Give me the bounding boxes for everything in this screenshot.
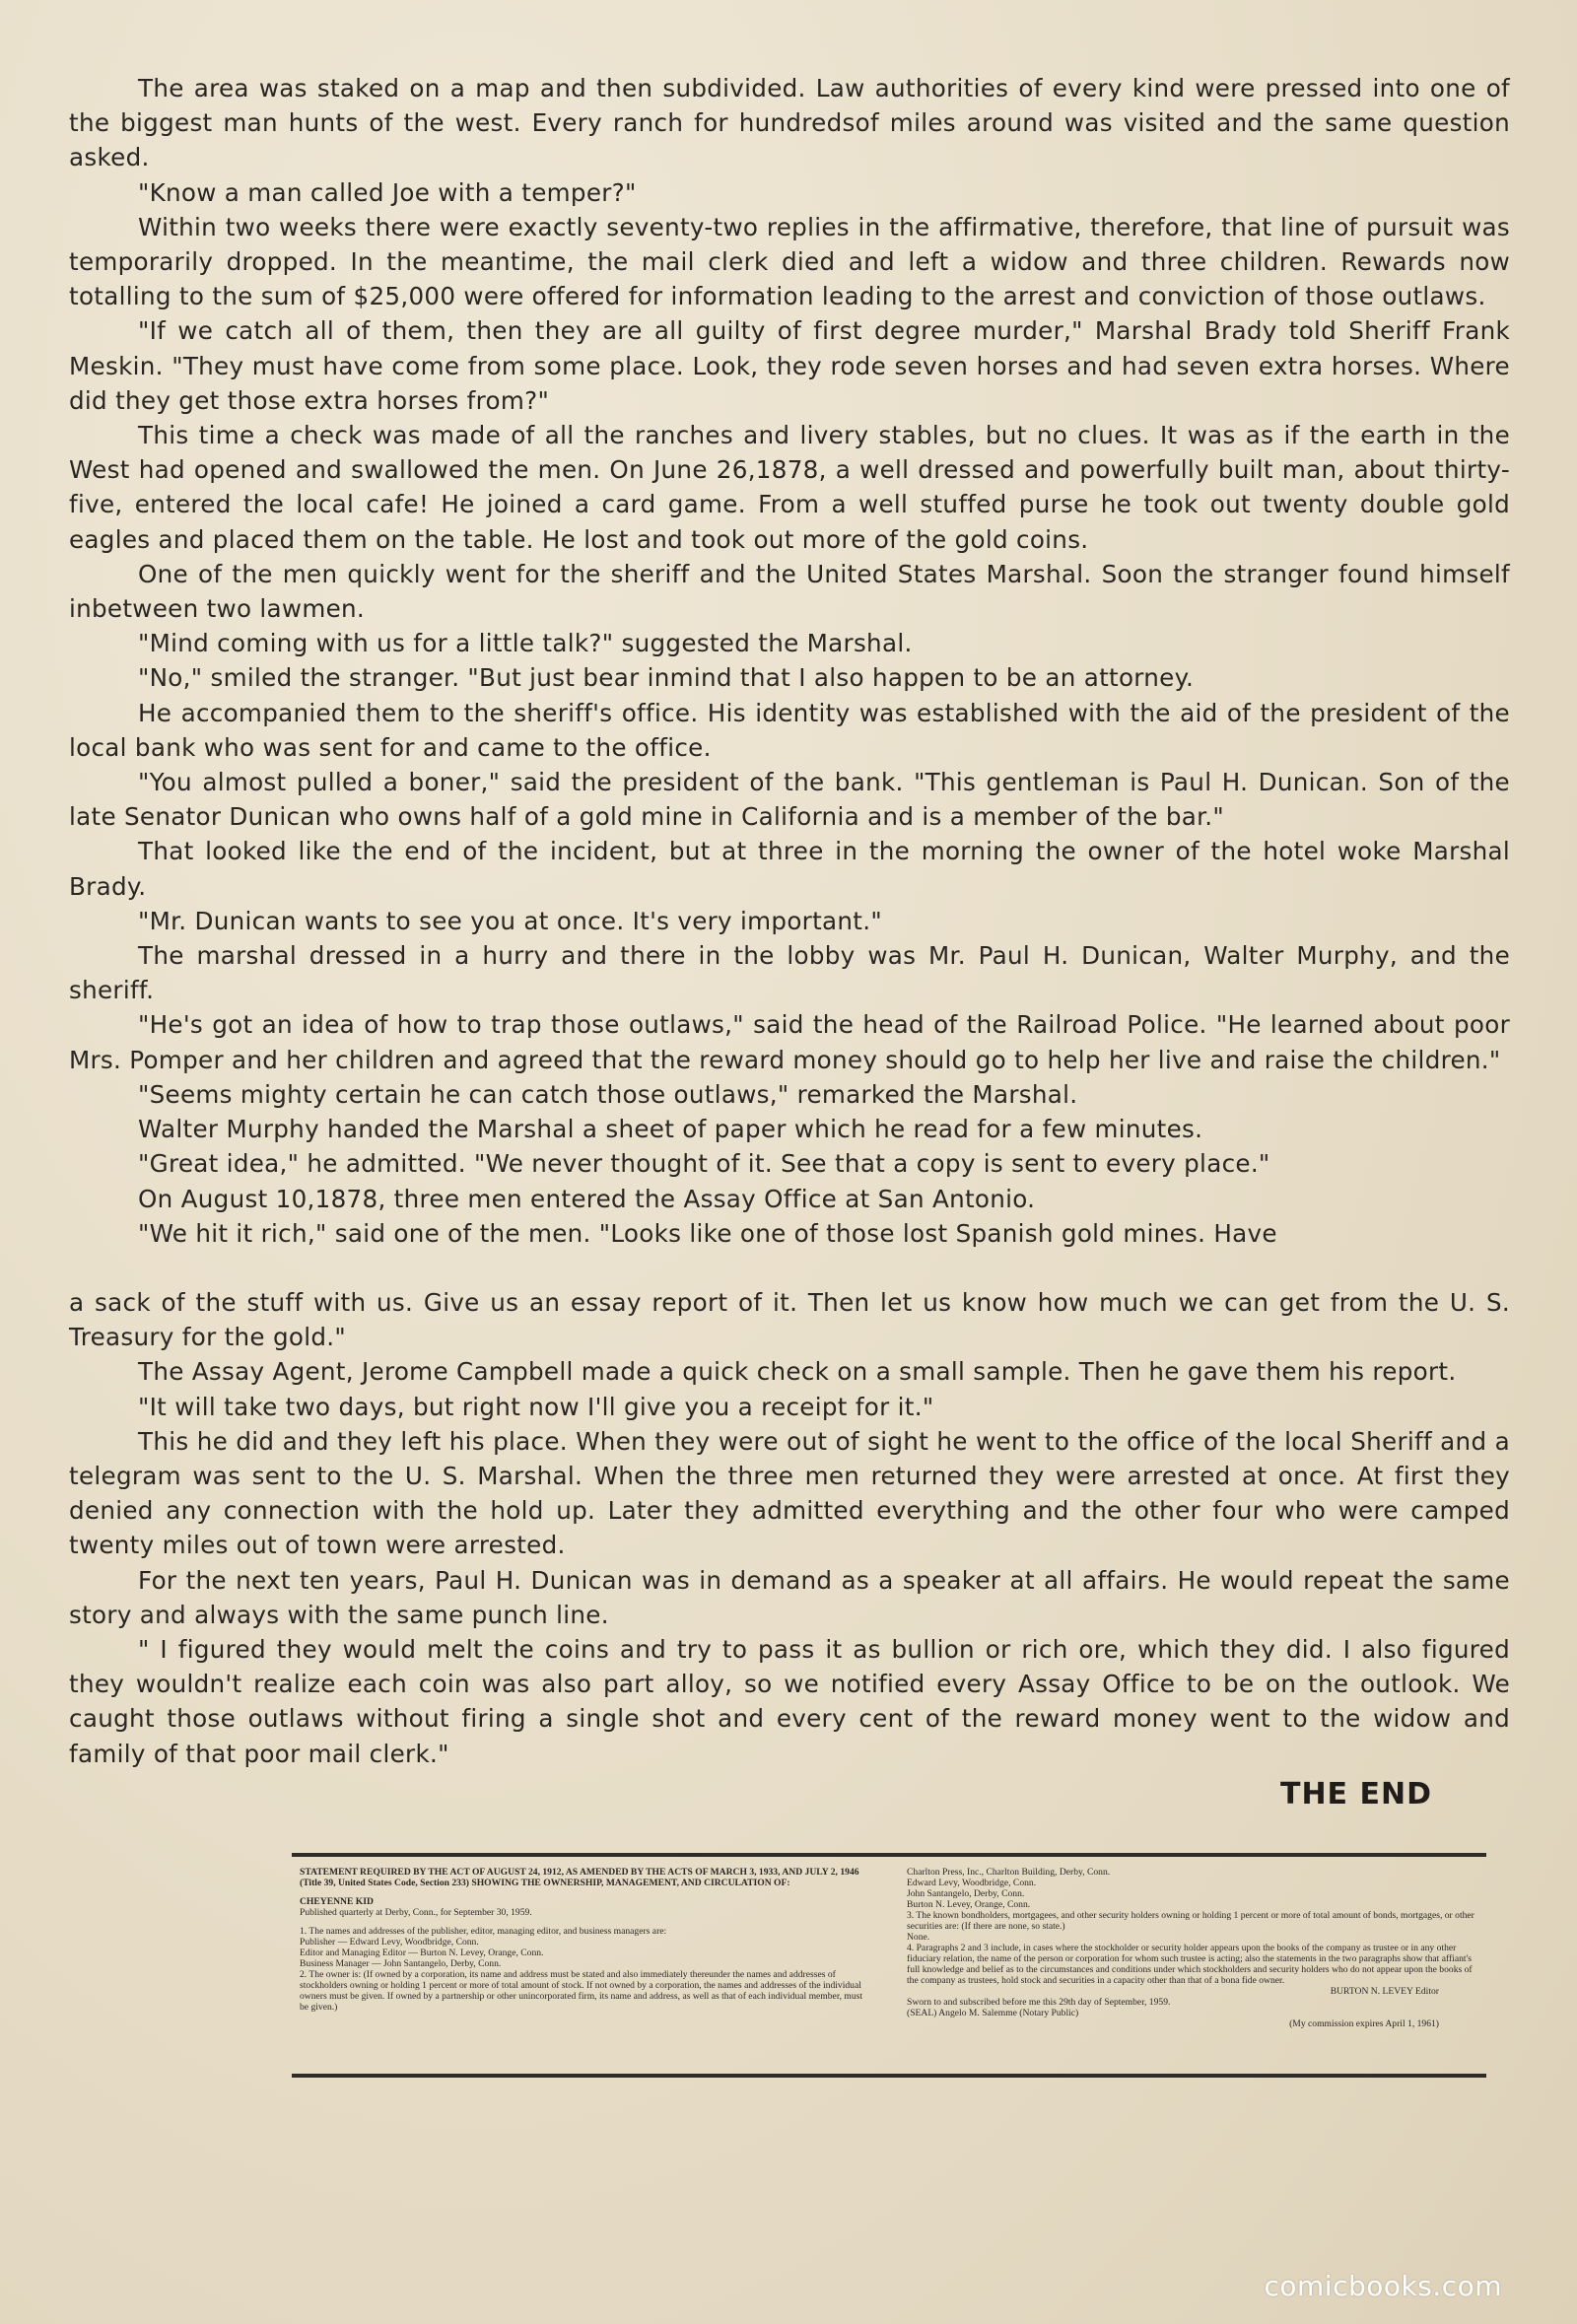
- statement-commission: (My commission expires April 1, 1961): [1289, 2018, 1439, 2029]
- paragraph: "No," smiled the stranger. "But just bear inmind that I also happen to be an attorney.: [138, 663, 1195, 693]
- paragraph: The area was staked on a map and then subdivided. Law authorities of every kind were pressed into one of the biggest man hunts of the west. Every ranch for hundredsof miles around was visited and the same question asked.: [69, 74, 1510, 172]
- statement-line: None.: [907, 1932, 930, 1943]
- paragraph: He accompanied them to the sheriff's office. His identity was established with the aid of the president of the local bank who was sent for and came to the office.: [69, 698, 1510, 762]
- statement-heading: STATEMENT REQUIRED BY THE ACT OF AUGUST 24, 1912, AS AMENDED BY THE ACTS OF MARCH 3, 1933, AND JULY 2, 1946 (Title 39, United States Code, Section 233) SHOWING THE OWNERSHIP, MANAGEMENT, AND CIRCULATION OF:: [300, 1867, 859, 1888]
- statement-line: Charlton Press, Inc., Charlton Building, Derby, Conn.: [907, 1867, 1111, 1878]
- paragraph: Walter Murphy handed the Marshal a sheet of paper which he read for a few minutes.: [138, 1115, 1203, 1144]
- statement-line: Business Manager — John Santangelo, Derby, Conn.: [300, 1958, 502, 1969]
- paragraph: "If we catch all of them, then they are all guilty of first degree murder," Marshal Brady told Sheriff Frank Meskin. "They must have come from some place. Look, they rode seven horses and had seven extra horses. Where did they get those extra horses from?": [69, 316, 1510, 415]
- paragraph: "Seems mighty certain he can catch those outlaws," remarked the Marshal.: [138, 1079, 1078, 1109]
- statement-line: Edward Levy, Woodbridge, Conn.: [907, 1878, 1037, 1888]
- paragraph: The marshal dressed in a hurry and there in the lobby was Mr. Paul H. Dunican, Walter Murphy, and the sheriff.: [69, 941, 1510, 1005]
- ownership-statement: [292, 1853, 1486, 2078]
- paragraph: "It will take two days, but right now I'll give you a receipt for it.": [138, 1392, 934, 1421]
- statement-line: 1. The names and addresses of the publisher, editor, managing editor, and business managers are:: [300, 1926, 667, 1937]
- paragraph: "We hit it rich," said one of the men. "Looks like one of those lost Spanish gold mines. Have: [138, 1218, 1277, 1248]
- paragraph: "Mind coming with us for a little talk?" suggested the Marshal.: [138, 629, 913, 658]
- statement-line: Published quarterly at Derby, Conn., for September 30, 1959.: [300, 1907, 532, 1918]
- statement-notary: (SEAL) Angelo M. Salemme (Notary Public): [907, 2008, 1079, 2018]
- statement-line: John Santangelo, Derby, Conn.: [907, 1888, 1025, 1899]
- statement-line: Publisher — Edward Levy, Woodbridge, Conn.: [300, 1937, 479, 1948]
- paragraph: "Know a man called Joe with a temper?": [138, 177, 637, 207]
- paragraph: The Assay Agent, Jerome Campbell made a quick check on a small sample. Then he gave them his report.: [138, 1357, 1457, 1387]
- statement-line: 4. Paragraphs 2 and 3 include, in cases where the stockholder or security holder appears upon the books of the company as trustee or in any other fiduciary relation, the name of the person or corporation for whom such trustee is acting; also the statements in the two paragraphs show that affiant's full knowledge and belief as to the circumstances and conditions under which stockholders and security holders who do not appear upon the books of the company as trustees, hold stock and securities in a capacity other than that of a bona fide owner.: [907, 1943, 1473, 1986]
- paragraph: "Mr. Dunican wants to see you at once. It's very important.": [138, 906, 882, 935]
- site-watermark: comicbooks.com: [1264, 2270, 1502, 2302]
- paragraph: One of the men quickly went for the sheriff and the United States Marshal. Soon the stranger found himself inbetween two lawmen.: [69, 559, 1510, 624]
- paragraph: "Great idea," he admitted. "We never thought of it. See that a copy is sent to every place.": [138, 1149, 1270, 1179]
- statement-line: Editor and Managing Editor — Burton N. Levey, Orange, Conn.: [300, 1948, 544, 1958]
- paragraph: "He's got an idea of how to trap those outlaws," said the head of the Railroad Police. "He learned about poor Mrs. Pomper and her children and agreed that the reward money should go to help her live and raise the children.": [69, 1010, 1510, 1074]
- statement-line: 2. The owner is: (If owned by a corporation, its name and address must be stated and also immediately thereunder the names and addresses of stockholders owning or holding 1 percent or more of total amount of stock. If not owned by a corporation, the names and addresses of the individual owners must be given. If owned by a partnership or other unincorporated firm, its name and address, as well as that of each individual member, must be given.): [300, 1969, 863, 2013]
- paragraph: This time a check was made of all the ranches and livery stables, but no clues. It was as if the earth in the West had opened and swallowed the men. On June 26,1878, a well dressed and powerfully built man, about thirty-five, entered the local cafe! He joined a card game. From a well stuffed purse he took out twenty double gold eagles and placed them on the table. He lost and took out more of the gold coins.: [69, 421, 1510, 554]
- story-text: [69, 71, 1510, 1771]
- paragraph: For the next ten years, Paul H. Dunican was in demand as a speaker at all affairs. He would repeat the same story and always with the same punch line.: [69, 1565, 1510, 1629]
- statement-line: Sworn to and subscribed before me this 29th day of September, 1959.: [907, 1997, 1171, 2008]
- paragraph: "You almost pulled a boner," said the president of the bank. "This gentleman is Paul H. Dunican. Son of the late Senator Dunican who owns half of a gold mine in California and is a member of the bar.": [69, 768, 1510, 832]
- statement-signature: BURTON N. LEVEY Editor: [1330, 1986, 1439, 1997]
- paragraph: On August 10,1878, three men entered the Assay Office at San Antonio.: [138, 1184, 1036, 1213]
- paragraph: This he did and they left his place. When they were out of sight he went to the office of the local Sheriff and a telegram was sent to the U. S. Marshal. When the three men returned they were arrested at once. At first they denied any connection with the hold up. Later they admitted everything and the other four who were camped twenty miles out of town were arrested.: [69, 1426, 1510, 1560]
- statement-title: CHEYENNE KID: [300, 1896, 374, 1907]
- statement-line: 3. The known bondholders, mortgagees, and other security holders owning or holding 1 percent or more of total amount of bonds, mortgages, or other securities are: (If there are none, so state.): [907, 1910, 1474, 1932]
- statement-right-column: [907, 1867, 1478, 2074]
- statement-left-column: [300, 1867, 871, 2074]
- paragraph: That looked like the end of the incident, but at three in the morning the owner of the hotel woke Marshal Brady.: [69, 837, 1510, 901]
- the-end-label: THE END: [1279, 1777, 1432, 1811]
- statement-line: Burton N. Levey, Orange, Conn.: [907, 1899, 1031, 1910]
- paragraph: a sack of the stuff with us. Give us an essay report of it. Then let us know how much we can get from the U. S. Treasury for the gold.": [69, 1287, 1510, 1352]
- paragraph: Within two weeks there were exactly seventy-two replies in the affirmative, therefore, that line of pursuit was temporarily dropped. In the meantime, the mail clerk died and left a widow and three children. Rewards now totalling to the sum of $25,000 were offered for information leading to the arrest and conviction of those outlaws.: [69, 212, 1510, 311]
- paragraph: " I figured they would melt the coins and try to pass it as bullion or rich ore, which they did. I also figured they wouldn't realize each coin was also part alloy, so we notified every Assay Office to be on the outlook. We caught those outlaws without firing a single shot and every cent of the reward money went to the widow and family of that poor mail clerk.": [69, 1634, 1510, 1768]
